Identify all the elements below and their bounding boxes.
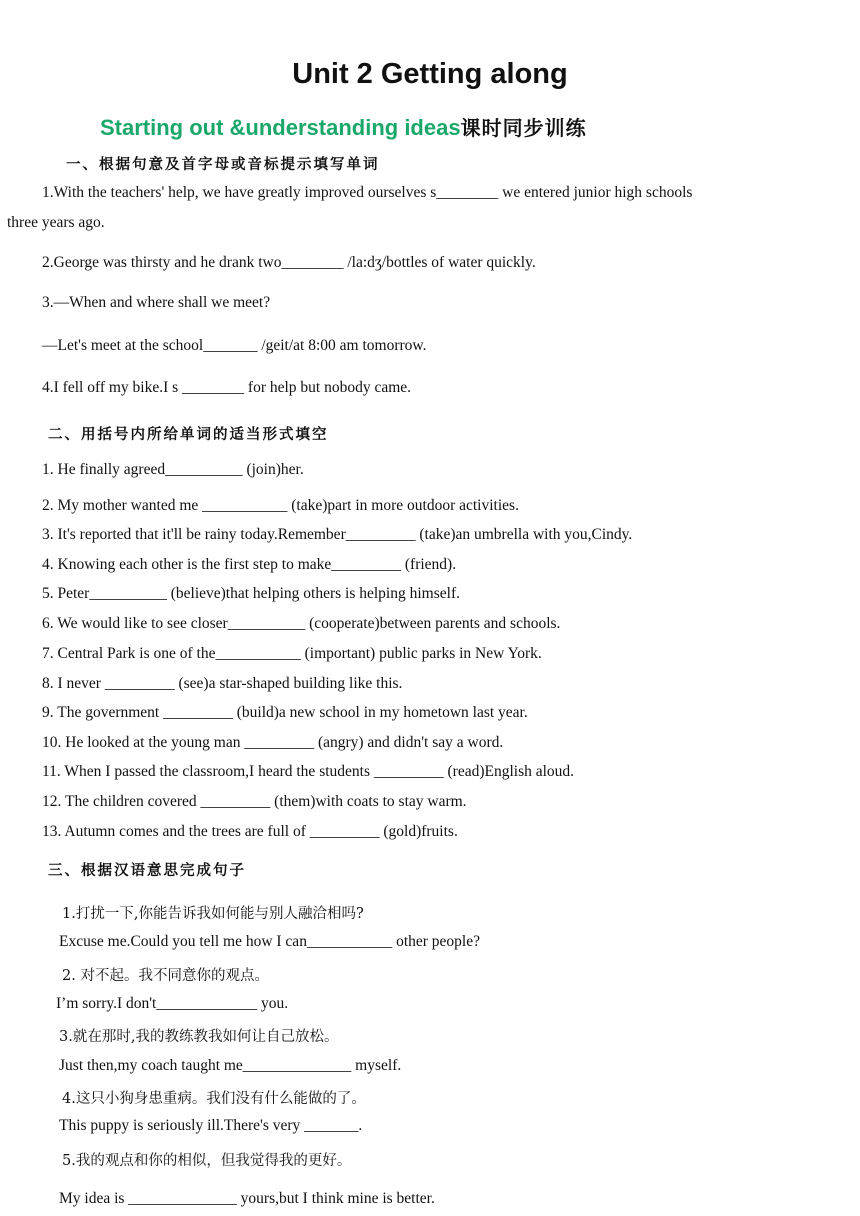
exercise-item: 12. The children covered _________ (them)with coats to stay warm.	[42, 793, 467, 810]
subtitle-chinese: 课时同步训练	[460, 116, 587, 140]
question-line: 4.I fell off my bike.I s ________ for help but nobody came.	[42, 379, 412, 396]
exercise-item: 10. He looked at the young man _________ (angry) and didn't say a word.	[42, 734, 504, 751]
exercise-item: 8. I never _________ (see)a star-shaped building like this.	[42, 675, 403, 692]
translation-line: Just then,my coach taught me______________ myself.	[59, 1057, 402, 1074]
subtitle-english: Starting out &understanding ideas	[100, 115, 461, 140]
exercise-item: 13. Autumn comes and the trees are full of _________ (gold)fruits.	[42, 823, 458, 840]
exercise-item: 3. It's reported that it'll be rainy today.Remember_________ (take)an umbrella with you,Cindy.	[42, 526, 633, 543]
exercise-item: 1. He finally agreed__________ (join)her.	[42, 461, 304, 478]
chinese-prompt: 5.我的观点和你的相似，但我觉得我的更好。	[62, 1153, 352, 1169]
chinese-prompt: 1.打扰一下,你能告诉我如何能与别人融洽相吗?	[62, 906, 364, 922]
question-line: —Let's meet at the school_______ /geit/at 8:00 am tomorrow.	[42, 337, 427, 354]
translation-line: My idea is ______________ yours,but I think mine is better.	[59, 1190, 435, 1207]
exercise-item: 4. Knowing each other is the first step to make_________ (friend).	[42, 556, 457, 573]
chinese-prompt: 4.这只小狗身患重病。我们没有什么能做的了。	[62, 1091, 366, 1107]
translation-line: Excuse me.Could you tell me how I can___________ other people?	[59, 933, 480, 950]
exercise-item: 6. We would like to see closer__________ (cooperate)between parents and schools.	[42, 615, 561, 632]
question-line: 2.George was thirsty and he drank two________ /la:dʒ/bottles of water quickly.	[42, 254, 536, 271]
translation-line: This puppy is seriously ill.There's very _______.	[59, 1117, 363, 1134]
page-title: Unit 2 Getting along	[292, 58, 568, 90]
question-line: three years ago.	[7, 214, 105, 231]
chinese-prompt: 2. 对不起。我不同意你的观点。	[62, 968, 269, 984]
exercise-item: 5. Peter__________ (believe)that helping others is helping himself.	[42, 585, 460, 602]
section-heading-3: 三、根据汉语意思完成句子	[48, 862, 246, 879]
section-heading-1: 一、根据句意及首字母或音标提示填写单词	[66, 156, 380, 173]
exercise-item: 7. Central Park is one of the___________ (important) public parks in New York.	[42, 645, 542, 662]
page-subtitle	[100, 112, 587, 141]
question-line: 1.With the teachers' help, we have greatly improved ourselves s________ we entered junior high schools	[42, 184, 693, 201]
chinese-prompt: 3.就在那时,我的教练教我如何让自己放松。	[59, 1029, 339, 1045]
question-line: 3.—When and where shall we meet?	[42, 294, 271, 311]
exercise-item: 9. The government _________ (build)a new school in my hometown last year.	[42, 704, 528, 721]
exercise-item: 11. When I passed the classroom,I heard the students _________ (read)English aloud.	[42, 763, 575, 780]
section-heading-2: 二、用括号内所给单词的适当形式填空	[48, 426, 329, 443]
translation-line: I’m sorry.I don't_____________ you.	[56, 995, 289, 1012]
exercise-item: 2. My mother wanted me ___________ (take)part in more outdoor activities.	[42, 497, 519, 514]
